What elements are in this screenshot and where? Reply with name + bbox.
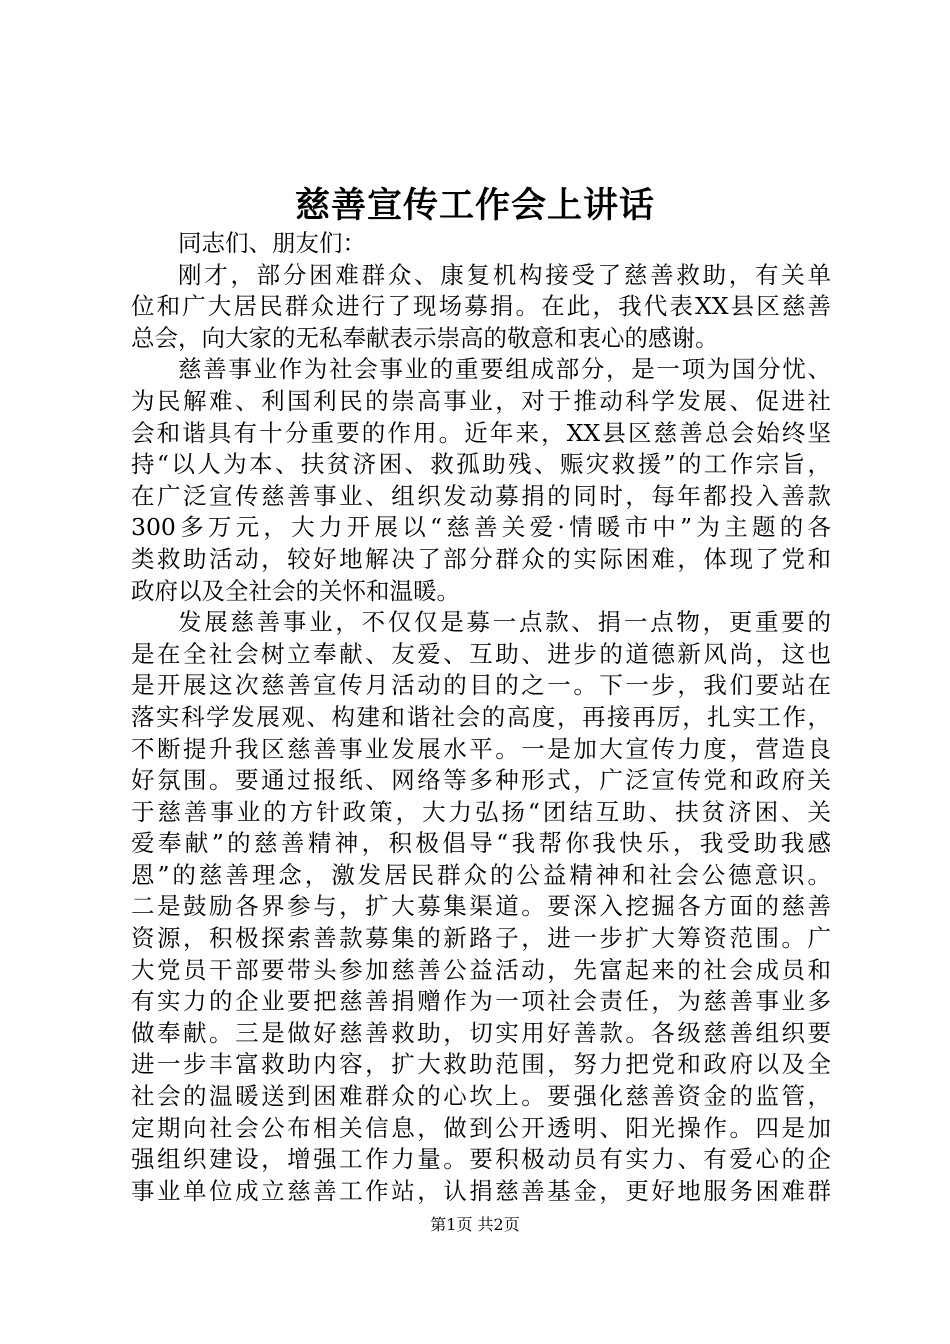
body-line: 不断提升我区慈善事业发展水平。一是加大宣传力度，营造良 bbox=[131, 734, 831, 763]
body-line: 是在全社会树立奉献、友爱、互助、进步的道德新风尚，这也 bbox=[131, 639, 831, 668]
body-line: 在广泛宣传慈善事业、组织发动募捐的同时，每年都投入善款 bbox=[131, 481, 831, 510]
body-line: 好氛围。要通过报纸、网络等多种形式，广泛宣传党和政府关 bbox=[131, 766, 831, 795]
body-line: 发展慈善事业，不仅仅是募一点款、捐一点物，更重要的 bbox=[178, 608, 831, 637]
body-line: 位和广大居民群众进行了现场募捐。在此，我代表XX县区慈善 bbox=[131, 292, 831, 321]
body-line: 总会，向大家的无私奉献表示崇高的敬意和衷心的感谢。 bbox=[131, 323, 719, 352]
body-line: 落实科学发展观、构建和谐社会的高度，再接再厉，扎实工作， bbox=[131, 702, 831, 731]
body-line: 二是鼓励各界参与，扩大募集渠道。要深入挖掘各方面的慈善 bbox=[131, 892, 831, 921]
body-line: 是开展这次慈善宣传月活动的目的之一。下一步，我们要站在 bbox=[131, 671, 831, 700]
page-footer: 第1页 共2页 bbox=[430, 1215, 520, 1234]
document-title: 慈善宣传工作会上讲话 bbox=[294, 185, 655, 226]
body-line: 会和谐具有十分重要的作用。近年来，XX县区慈善总会始终坚 bbox=[131, 418, 831, 447]
body-line: 定期向社会公布相关信息，做到公开透明、阳光操作。四是加 bbox=[131, 1113, 831, 1142]
body-line: 持“以人为本、扶贫济困、救孤助残、赈灾救援”的工作宗旨， bbox=[131, 450, 831, 479]
body-line: 事业单位成立慈善工作站，认捐慈善基金，更好地服务困难群 bbox=[131, 1176, 831, 1205]
body-line: 政府以及全社会的关怀和温暖。 bbox=[131, 576, 460, 605]
body-line: 做奉献。三是做好慈善救助，切实用好善款。各级慈善组织要 bbox=[131, 1018, 831, 1047]
body-line: 类救助活动，较好地解决了部分群众的实际困难，体现了党和 bbox=[131, 544, 831, 573]
body-line: 恩”的慈善理念，激发居民群众的公益精神和社会公德意识。 bbox=[131, 860, 831, 889]
body-line: 于慈善事业的方针政策，大力弘扬“团结互助、扶贫济困、关 bbox=[131, 797, 831, 826]
body-line: 慈善事业作为社会事业的重要组成部分，是一项为国分忧、 bbox=[178, 355, 831, 384]
document-body bbox=[131, 228, 831, 1207]
body-line: 强组织建设，增强工作力量。要积极动员有实力、有爱心的企 bbox=[131, 1145, 831, 1174]
body-line: 爱奉献”的慈善精神，积极倡导“我帮你我快乐，我受助我感 bbox=[131, 829, 831, 858]
body-line: 进一步丰富救助内容，扩大救助范围，努力把党和政府以及全 bbox=[131, 1050, 831, 1079]
body-line: 大党员干部要带头参加慈善公益活动，先富起来的社会成员和 bbox=[131, 955, 831, 984]
body-line: 同志们、朋友们： bbox=[178, 229, 366, 257]
body-line: 有实力的企业要把慈善捐赠作为一项社会责任，为慈善事业多 bbox=[131, 987, 831, 1016]
body-line: 刚才，部分困难群众、康复机构接受了慈善救助，有关单 bbox=[178, 260, 831, 289]
body-line: 300多万元，大力开展以“慈善关爱·情暖市中”为主题的各 bbox=[131, 513, 831, 542]
body-line: 为民解难、利国利民的崇高事业，对于推动科学发展、促进社 bbox=[131, 386, 831, 415]
body-line: 资源，积极探索善款募集的新路子，进一步扩大筹资范围。广 bbox=[131, 924, 831, 953]
body-line: 社会的温暖送到困难群众的心坎上。要强化慈善资金的监管， bbox=[131, 1082, 831, 1111]
